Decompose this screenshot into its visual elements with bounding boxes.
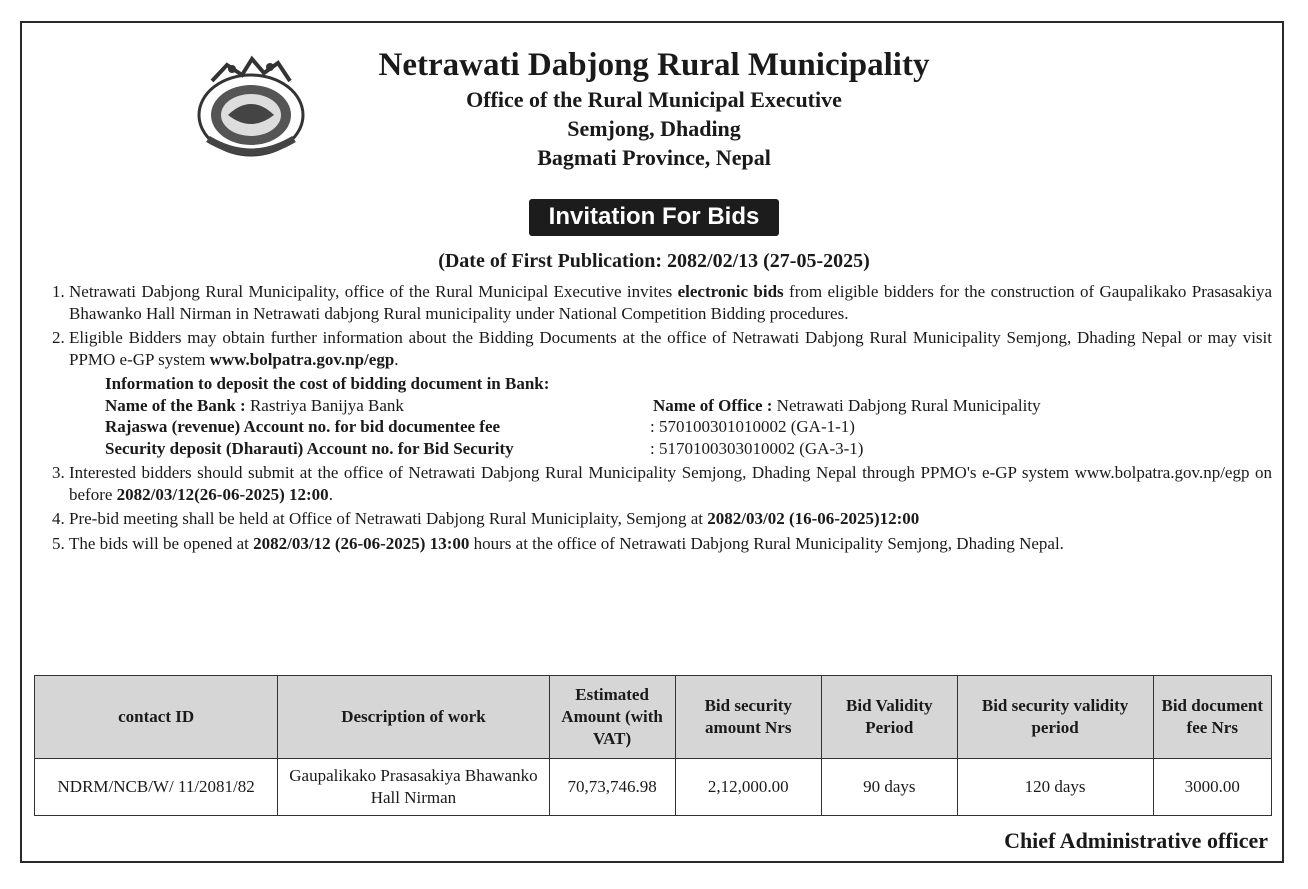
col-header-contact-id: contact ID bbox=[35, 676, 278, 759]
invitation-banner: Invitation For Bids bbox=[529, 199, 780, 236]
office-of-bank bbox=[653, 395, 1041, 417]
signature: Chief Administrative officer bbox=[1004, 828, 1268, 853]
bank-row-revenue bbox=[105, 416, 1272, 438]
notice-clauses bbox=[34, 281, 1272, 554]
cell-bid-security: 2,12,000.00 bbox=[675, 759, 821, 816]
bank-info bbox=[105, 373, 1272, 459]
bid-table bbox=[34, 675, 1272, 816]
col-header-security-validity: Bid security validity period bbox=[957, 676, 1153, 759]
clause-1-text-a: Netrawati Dabjong Rural Municipality, office of the Rural Municipal Executive invites bbox=[69, 282, 678, 301]
revenue-account-label: Rajaswa (revenue) Account no. for bid documentee fee bbox=[105, 417, 501, 436]
office-address: Semjong, Dhading bbox=[567, 116, 741, 141]
clause-5-bold: 2082/03/12 (26-06-2025) 13:00 bbox=[253, 533, 470, 553]
municipality-title: Netrawati Dabjong Rural Municipality bbox=[378, 47, 930, 83]
egp-link-text: www.bolpatra.gov.np/egp bbox=[209, 349, 395, 369]
clause-3-text-b: . bbox=[328, 484, 333, 504]
notice-header bbox=[22, 45, 1286, 172]
clause-2 bbox=[69, 327, 1272, 459]
clause-4 bbox=[69, 508, 1272, 530]
col-header-validity: Bid Validity Period bbox=[821, 676, 957, 759]
clause-5-text-a: The bids will be opened at bbox=[69, 533, 254, 553]
cell-document-fee: 3000.00 bbox=[1153, 759, 1271, 816]
cell-description: Gaupalikako Prasasakiya Bhawanko Hall Nirman bbox=[278, 759, 549, 816]
bank-name-label: Name of the Bank : bbox=[105, 395, 246, 415]
bank-row-security bbox=[105, 438, 1272, 460]
clause-5-text-b: hours at the office of Netrawati Dabjong Rural Municipality Semjong, Dhading Nepal. bbox=[469, 533, 1064, 553]
security-account-value: : 5170100303010002 (GA-3-1) bbox=[650, 438, 864, 458]
office-name: Office of the Rural Municipal Executive bbox=[466, 87, 842, 112]
banner-row bbox=[22, 199, 1286, 236]
clause-3-bold: 2082/03/12(26-06-2025) 12:00 bbox=[116, 484, 329, 504]
bank-heading: Information to deposit the cost of bidding document in Bank: bbox=[105, 374, 550, 393]
cell-security-validity: 120 days bbox=[957, 759, 1153, 816]
clause-1-text-b: from eligible bidders for the construction of Gaupalikako Prasasakiya Bhawanko Hall Nirman in Netrawati dabjong Rural municipality under National Competition Bidding procedures. bbox=[69, 282, 1272, 323]
clause-5 bbox=[69, 533, 1272, 555]
clause-4-text-a: Pre-bid meeting shall be held at Office of Netrawati Dabjong Rural Municiplaity, Semjong at bbox=[69, 509, 708, 528]
col-header-document-fee: Bid document fee Nrs bbox=[1153, 676, 1271, 759]
table-row bbox=[35, 759, 1272, 816]
notice-body bbox=[34, 281, 1272, 557]
cell-validity: 90 days bbox=[821, 759, 957, 816]
office-value: Netrawati Dabjong Rural Municipality bbox=[772, 395, 1041, 415]
col-header-estimated-amount: Estimated Amount (with VAT) bbox=[549, 676, 675, 759]
bank-name-value: Rastriya Banijya Bank bbox=[245, 395, 404, 415]
cell-contact-id: NDRM/NCB/W/ 11/2081/82 bbox=[35, 759, 278, 816]
cell-estimated-amount: 70,73,746.98 bbox=[549, 759, 675, 816]
col-header-bid-security: Bid security amount Nrs bbox=[675, 676, 821, 759]
col-header-description: Description of work bbox=[278, 676, 549, 759]
bank-row-names bbox=[105, 395, 1272, 417]
revenue-account-value: : 570100301010002 (GA-1-1) bbox=[650, 417, 855, 436]
clause-2-text-b: . bbox=[394, 349, 399, 369]
clause-3 bbox=[69, 462, 1272, 505]
office-province: Bagmati Province, Nepal bbox=[537, 145, 771, 170]
clause-2-text-a: Eligible Bidders may obtain further information about the Bidding Documents at the office of Netrawati Dabjong Rural Municipality Semjong, Dhading Nepal or may visit PPMO e-GP system bbox=[69, 328, 1272, 369]
table-header-row bbox=[35, 676, 1272, 759]
bank-name bbox=[105, 395, 653, 417]
bid-notice bbox=[20, 21, 1284, 863]
clause-4-bold: 2082/03/02 (16-06-2025)12:00 bbox=[707, 509, 920, 528]
security-account-label: Security deposit (Dharauti) Account no. for Bid Security bbox=[105, 438, 514, 458]
clause-1-bold: electronic bids bbox=[677, 282, 784, 301]
publication-date: (Date of First Publication: 2082/02/13 (27-05-2025) bbox=[438, 250, 870, 272]
clause-1 bbox=[69, 281, 1272, 324]
clause-3-text-a: Interested bidders should submit at the office of Netrawati Dabjong Rural Municipality Semjong, Dhading Nepal through PPMO's e-GP system www.bolpatra.gov.np/egp on before bbox=[69, 463, 1272, 504]
office-label: Name of Office : bbox=[653, 395, 773, 415]
